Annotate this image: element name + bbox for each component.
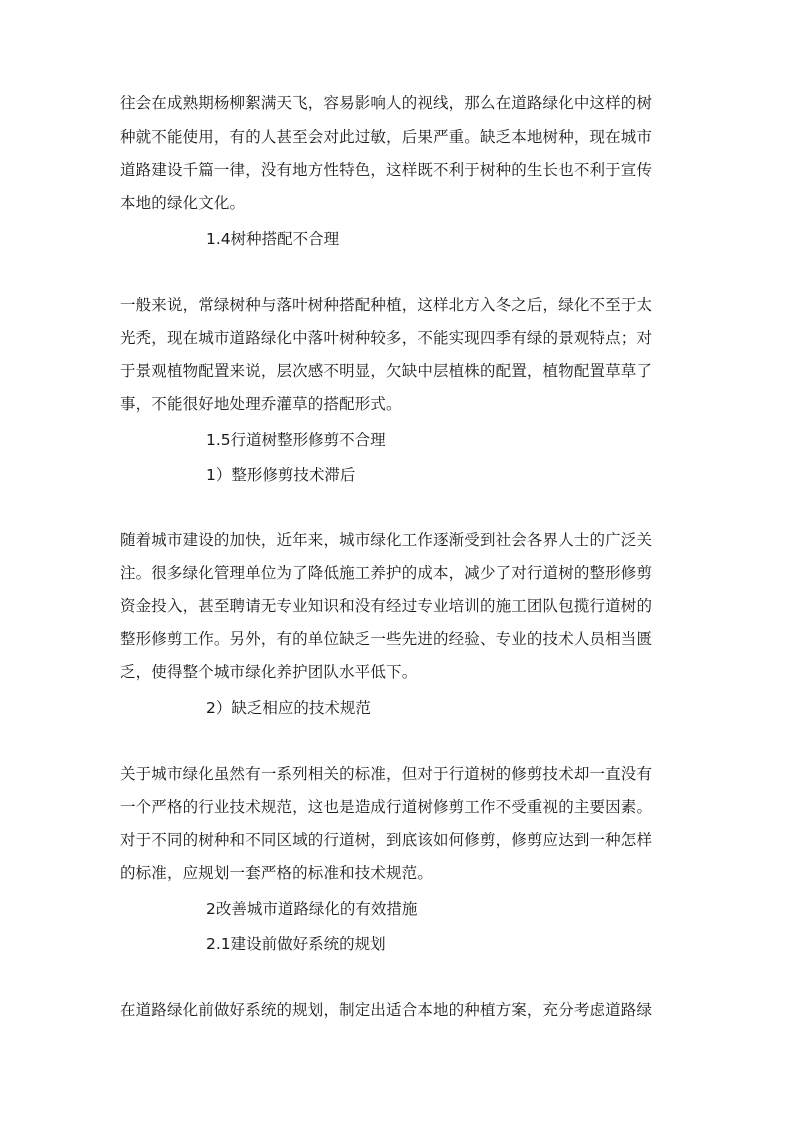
section-heading: 1.4树种搭配不合理: [206, 230, 340, 248]
text-line: 道路建设千篇一律，没有地方性特色，这样既不利于树种的生长也不利于宣传: [120, 161, 653, 179]
text-line: 乏，使得整个城市绿化养护团队水平低下。: [120, 663, 418, 681]
text-line: 的标准，应规划一套严格的标准和技术规范。: [120, 864, 434, 882]
text-line: 一个严格的行业技术规范，这也是造成行道树修剪工作不受重视的主要因素。: [120, 798, 653, 816]
text-line: 整形修剪工作。另外，有的单位缺乏一些先进的经验、专业的技术人员相当匮: [120, 630, 653, 648]
text-line: 对于不同的树种和不同区域的行道树，到底该如何修剪，修剪应达到一种怎样: [120, 831, 653, 849]
text-line: 事，不能很好地处理乔灌草的搭配形式。: [120, 395, 402, 413]
text-line: 往会在成熟期杨柳絮满天飞，容易影响人的视线，那么在道路绿化中这样的树: [120, 94, 653, 112]
text-line: 随着城市建设的加快，近年来，城市绿化工作逐渐受到社会各界人士的广泛关: [120, 531, 653, 549]
section-heading: 1.5行道树整形修剪不合理: [206, 431, 386, 449]
text-line: 注。很多绿化管理单位为了降低施工养护的成本，减少了对行道树的整形修剪: [120, 564, 653, 582]
text-line: 本地的绿化文化。: [120, 194, 246, 212]
text-line: 关于城市绿化虽然有一系列相关的标准，但对于行道树的修剪技术却一直没有: [120, 765, 653, 783]
subsection-heading: 1）整形修剪技术滞后: [206, 466, 356, 484]
chapter-heading: 2改善城市道路绿化的有效措施: [206, 900, 418, 918]
section-heading: 2.1建设前做好系统的规划: [206, 935, 386, 953]
text-line: 一般来说，常绿树种与落叶树种搭配种植，这样北方入冬之后，绿化不至于太: [120, 296, 653, 314]
text-line: 光秃，现在城市道路绿化中落叶树种较多，不能实现四季有绿的景观特点；对: [120, 329, 653, 347]
subsection-heading: 2）缺乏相应的技术规范: [206, 699, 371, 717]
text-line: 资金投入，甚至聘请无专业知识和没有经过专业培训的施工团队包揽行道树的: [120, 597, 653, 615]
text-line: 于景观植物配置来说，层次感不明显，欠缺中层植株的配置，植物配置草草了: [120, 362, 653, 380]
text-line: 种就不能使用，有的人甚至会对此过敏，后果严重。缺乏本地树种，现在城市: [120, 128, 653, 146]
text-line: 在道路绿化前做好系统的规划，制定出适合本地的种植方案，充分考虑道路绿: [120, 1001, 653, 1019]
